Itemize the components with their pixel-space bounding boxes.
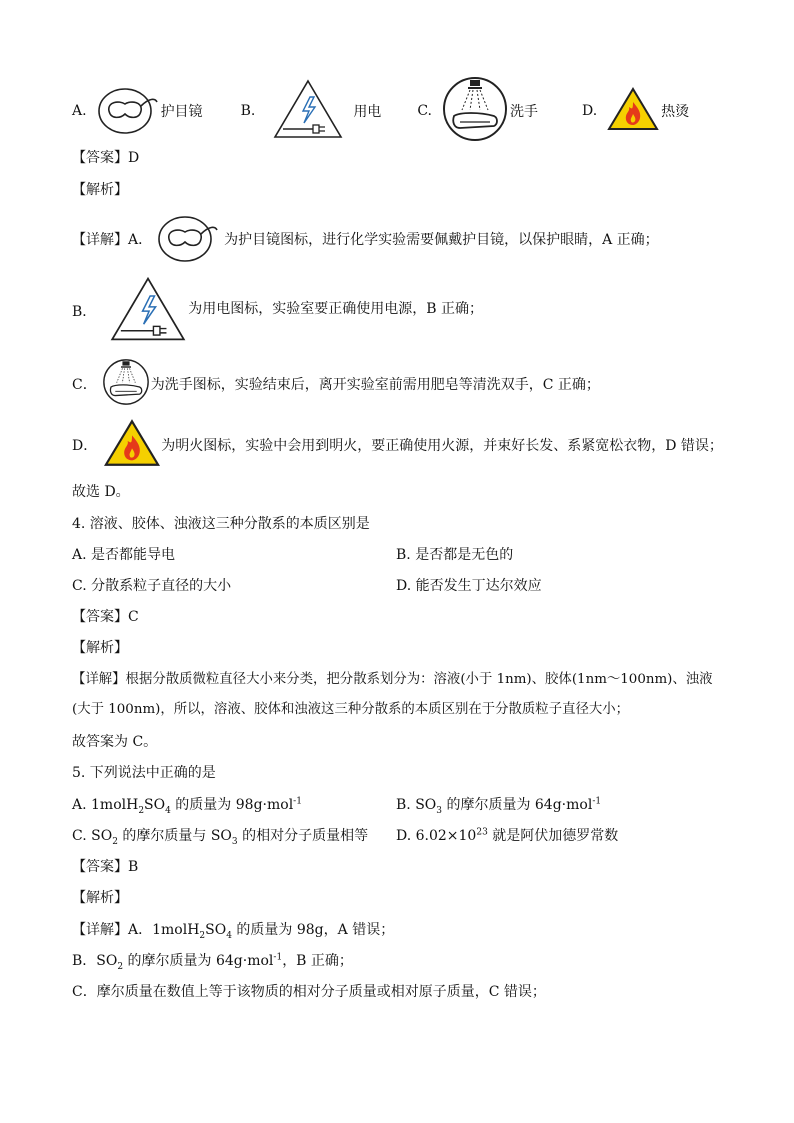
detail-c-prefix: C． [72, 377, 97, 393]
detail-a-text: 为护目镜图标，进行化学实验需要佩戴护目镜，以保护眼睛，A 正确； [224, 232, 659, 248]
option-b-letter: B. [240, 103, 256, 119]
q3-conclusion: 故选 D。 [72, 484, 130, 500]
option-c-label: 洗手 [509, 104, 538, 120]
q5-stem: 5. 下列说法中正确的是 [72, 765, 216, 781]
q5-option-c: C. $SO_2$ 的摩尔质量与 $SO_3$ 的相对分子质量相等 [72, 828, 369, 847]
q4-option-a: A. 是否都能导电 [72, 547, 176, 563]
q4-option-b: B. 是否都是无色的 [396, 547, 514, 563]
wash-hands-icon [101, 358, 151, 410]
q3-detail-c [72, 358, 600, 410]
option-a-label: 护目镜 [160, 104, 203, 120]
detail-a-prefix: 【详解】A． [72, 232, 153, 248]
goggles-icon [156, 212, 220, 266]
detail-b-text: 为用电图标，实验室要正确使用电源，B 正确； [188, 301, 484, 317]
q4-stem: 4. 溶液、胶体、浊液这三种分散系的本质区别是 [72, 516, 370, 532]
option-d-letter: D. [581, 103, 598, 119]
q4-answer: 【答案】C [72, 609, 139, 625]
q4-option-d: D. 能否发生丁达尔效应 [396, 578, 542, 594]
q3-detail-d [72, 418, 723, 472]
q5-detail-b: B．$SO_2$ 的摩尔质量为 64g·mol$^{-1}$，B 正确； [72, 952, 353, 972]
q4-conclusion: 故答案为 C。 [72, 734, 158, 750]
q3-analysis-heading: 【解析】 [72, 182, 128, 198]
wash-hands-icon [440, 76, 510, 146]
electricity-icon [273, 79, 343, 143]
q5-analysis-heading: 【解析】 [72, 890, 128, 906]
detail-b-prefix: B． [72, 304, 97, 320]
q5-detail-c: C．摩尔质量在数值上等于该物质的相对分子质量或相对原子质量，C 错误； [72, 984, 546, 1000]
option-a-letter: A. [72, 103, 87, 119]
detail-d-prefix: D． [72, 438, 98, 454]
option-c-letter: C. [417, 103, 432, 119]
q4-detail-line1: 【详解】根据分散质微粒直径大小来分类，把分散系划分为：溶液(小于 1nm)、胶体(1nm～100nm)、浊液 [72, 672, 713, 687]
option-b-label: 用电 [353, 104, 382, 120]
q3-answer: 【答案】D [72, 150, 140, 166]
q5-detail-a: 【详解】A．$1molH_2SO_4$ 的质量为 98g，A 错误； [72, 922, 395, 941]
q3-detail-a [72, 212, 659, 266]
electricity-icon [110, 276, 186, 346]
option-d-label: 热烫 [661, 104, 690, 120]
goggles-icon [97, 84, 159, 138]
q3-options-row [72, 76, 689, 146]
q5-option-d: D. $6.02\times 10^{23}$ 就是阿伏加德罗常数 [396, 827, 619, 844]
detail-d-text: 为明火图标，实验中会用到明火，要正确使用火源，并束好长发、系紧宽松衣物，D 错误； [161, 438, 723, 454]
q4-detail-line2: (大于 100nm)，所以，溶液、胶体和浊液这三种分散系的本质区别在于分散质粒子直径大小； [72, 702, 630, 717]
q5-option-b: B. $SO_3$ 的摩尔质量为 64g·mol$^{-1}$ [396, 796, 602, 816]
open-flame-icon [103, 418, 161, 472]
q5-option-a: A. $1molH_2SO_4$ 的质量为 98g·mol$^{-1}$ [72, 796, 302, 816]
q4-option-c: C. 分散系粒子直径的大小 [72, 578, 232, 594]
q4-analysis-heading: 【解析】 [72, 640, 128, 656]
q5-answer: 【答案】B [72, 859, 139, 875]
open-flame-icon [607, 86, 659, 136]
q3-detail-b [72, 276, 483, 346]
detail-c-text: 为洗手图标，实验结束后，离开实验室前需用肥皂等清洗双手，C 正确； [150, 377, 600, 393]
